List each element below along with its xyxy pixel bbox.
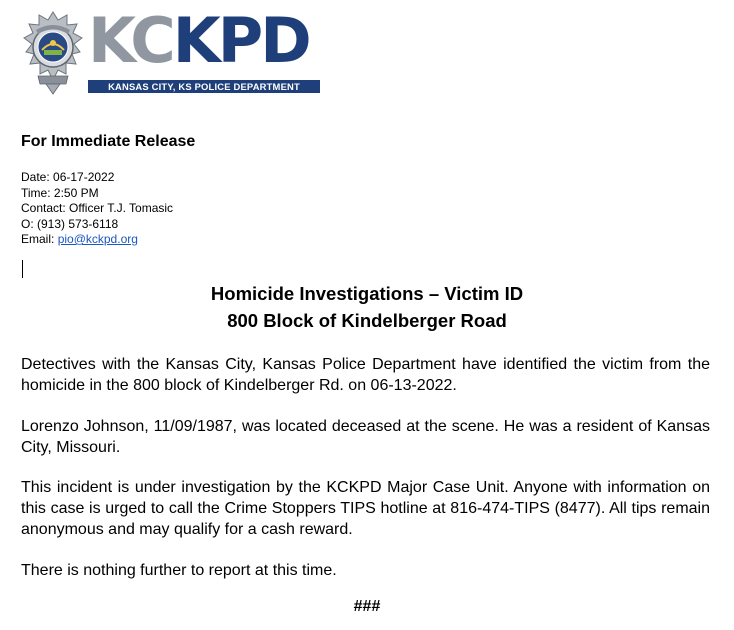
text-cursor [22,260,23,278]
wordmark-kc: KC [88,4,173,77]
headline-title: Homicide Investigations – Victim ID [210,283,524,304]
body-paragraph: There is nothing further to report at this time. [21,562,337,579]
department-name-banner: KANSAS CITY, KS POLICE DEPARTMENT [88,80,320,93]
contact-officer: Contact: Officer T.J. Tomasic [21,201,174,215]
wordmark-kpd: KPD [172,4,309,77]
release-date: Date: 06-17-2022 [21,170,115,184]
email-link[interactable]: pio@kckpd.org [57,232,138,246]
body-paragraph: Detectives with the Kansas City, Kansas Police Department have identified the victim from the homicide in the 800 block of Kindelberger Rd. on 06-13-2022. [21,356,710,394]
release-label: For Immediate Release [21,133,196,150]
headline-location: 800 Block of Kindelberger Road [227,310,507,331]
contact-block [21,170,173,248]
body-paragraph: This incident is under investigation by the KCKPD Major Case Unit. Anyone with information on this case is urged to call the Crime Stoppers TIPS hotline at 816-474-TIPS (8477). All tips remain anonymous and may qualify for a cash reward. [21,479,710,538]
office-phone: O: (913) 573-6118 [21,216,119,231]
end-of-release-mark: ### [353,598,381,615]
police-badge-icon [22,10,84,96]
body-paragraph: Lorenzo Johnson, 11/09/1987, was located deceased at the scene. He was a resident of Kansas City, Missouri. [21,418,710,456]
kckpd-wordmark [88,4,322,78]
department-header [22,4,332,96]
release-time: Time: 2:50 PM [21,185,99,200]
email-row [21,232,173,248]
email-label: Email: [21,232,58,246]
